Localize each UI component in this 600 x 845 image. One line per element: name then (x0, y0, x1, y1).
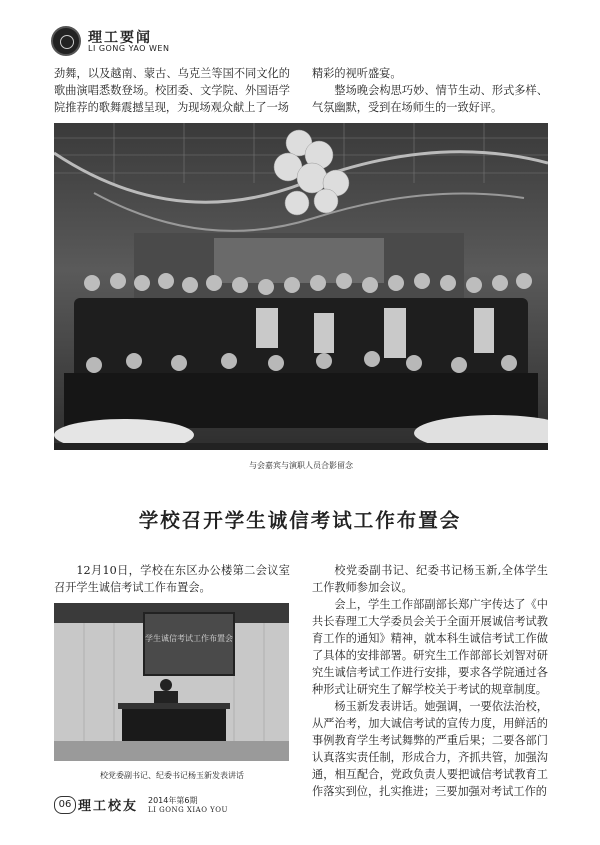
magazine-pinyin: LI GONG XIAO YOU (148, 806, 228, 814)
page-number: 06 (54, 796, 76, 814)
right-paragraph-3: 杨玉新发表讲话。她强调，一要依法治校，从严治考，加大诚信考试的宣传力度，用鲜活的事例教育学生考试舞弊的严重后果；二要各部门认真落实责任制，形成合力，齐抓共管，加强沟通，相互配合，党政负责人要把诚信考试教育工作落实到位，扎实推进；三要加强对考试工作的 (312, 700, 548, 798)
left-column (54, 562, 290, 596)
group-photo (54, 123, 548, 450)
photo2-caption: 校党委副书记、纪委书记杨玉新发表讲话 (100, 771, 244, 780)
screen-text: 学生诚信考试工作布置会 (145, 634, 233, 643)
left-paragraph: 12月10日，学校在东区办公楼第二会议室召开学生诚信考试工作布置会。 (54, 564, 290, 594)
magazine-title: 理工校友 (78, 799, 139, 814)
photo1-caption: 与会嘉宾与演职人员合影留念 (249, 461, 353, 470)
right-paragraph-1: 校党委副书记、纪委书记杨玉新,全体学生工作教师参加会议。 (312, 564, 548, 594)
top-right-text-1: 精彩的视听盛宴。 (312, 67, 402, 80)
top-left-text: 劲舞，以及越南、蒙古、乌克兰等国不同文化的歌曲演唱悉数登场。校团委、文学院、外国语学院推荐的歌舞震撼呈现，为现场观众献上了一场 (54, 67, 290, 114)
right-column (312, 562, 548, 800)
top-right-column (312, 65, 548, 116)
section-title: 理工要闻 (88, 30, 152, 46)
section-subtitle: LI GONG YAO WEN (88, 44, 170, 53)
top-right-text-2: 整场晚会构思巧妙、情节生动、形式多样、气氛幽默，受到在场师生的一致好评。 (312, 84, 548, 114)
university-logo (51, 26, 81, 56)
right-paragraph-2: 会上，学生工作部副部长郑广宇传达了《中共长春理工大学委员会关于全面开展诚信考试教育工作的通知》精神，就本科生诚信考试工作做了具体的安排部署。研究生工作部部长刘智对研究生诚信考试工作进行安排，要求各学院通过各种形式让研究生了解学校关于考试的规章制度。 (312, 598, 548, 696)
top-left-column (54, 65, 290, 116)
speaker-photo (54, 603, 289, 761)
article-headline: 学校召开学生诚信考试工作布置会 (138, 509, 462, 532)
issue-label: 2014年第6期 (148, 796, 198, 805)
